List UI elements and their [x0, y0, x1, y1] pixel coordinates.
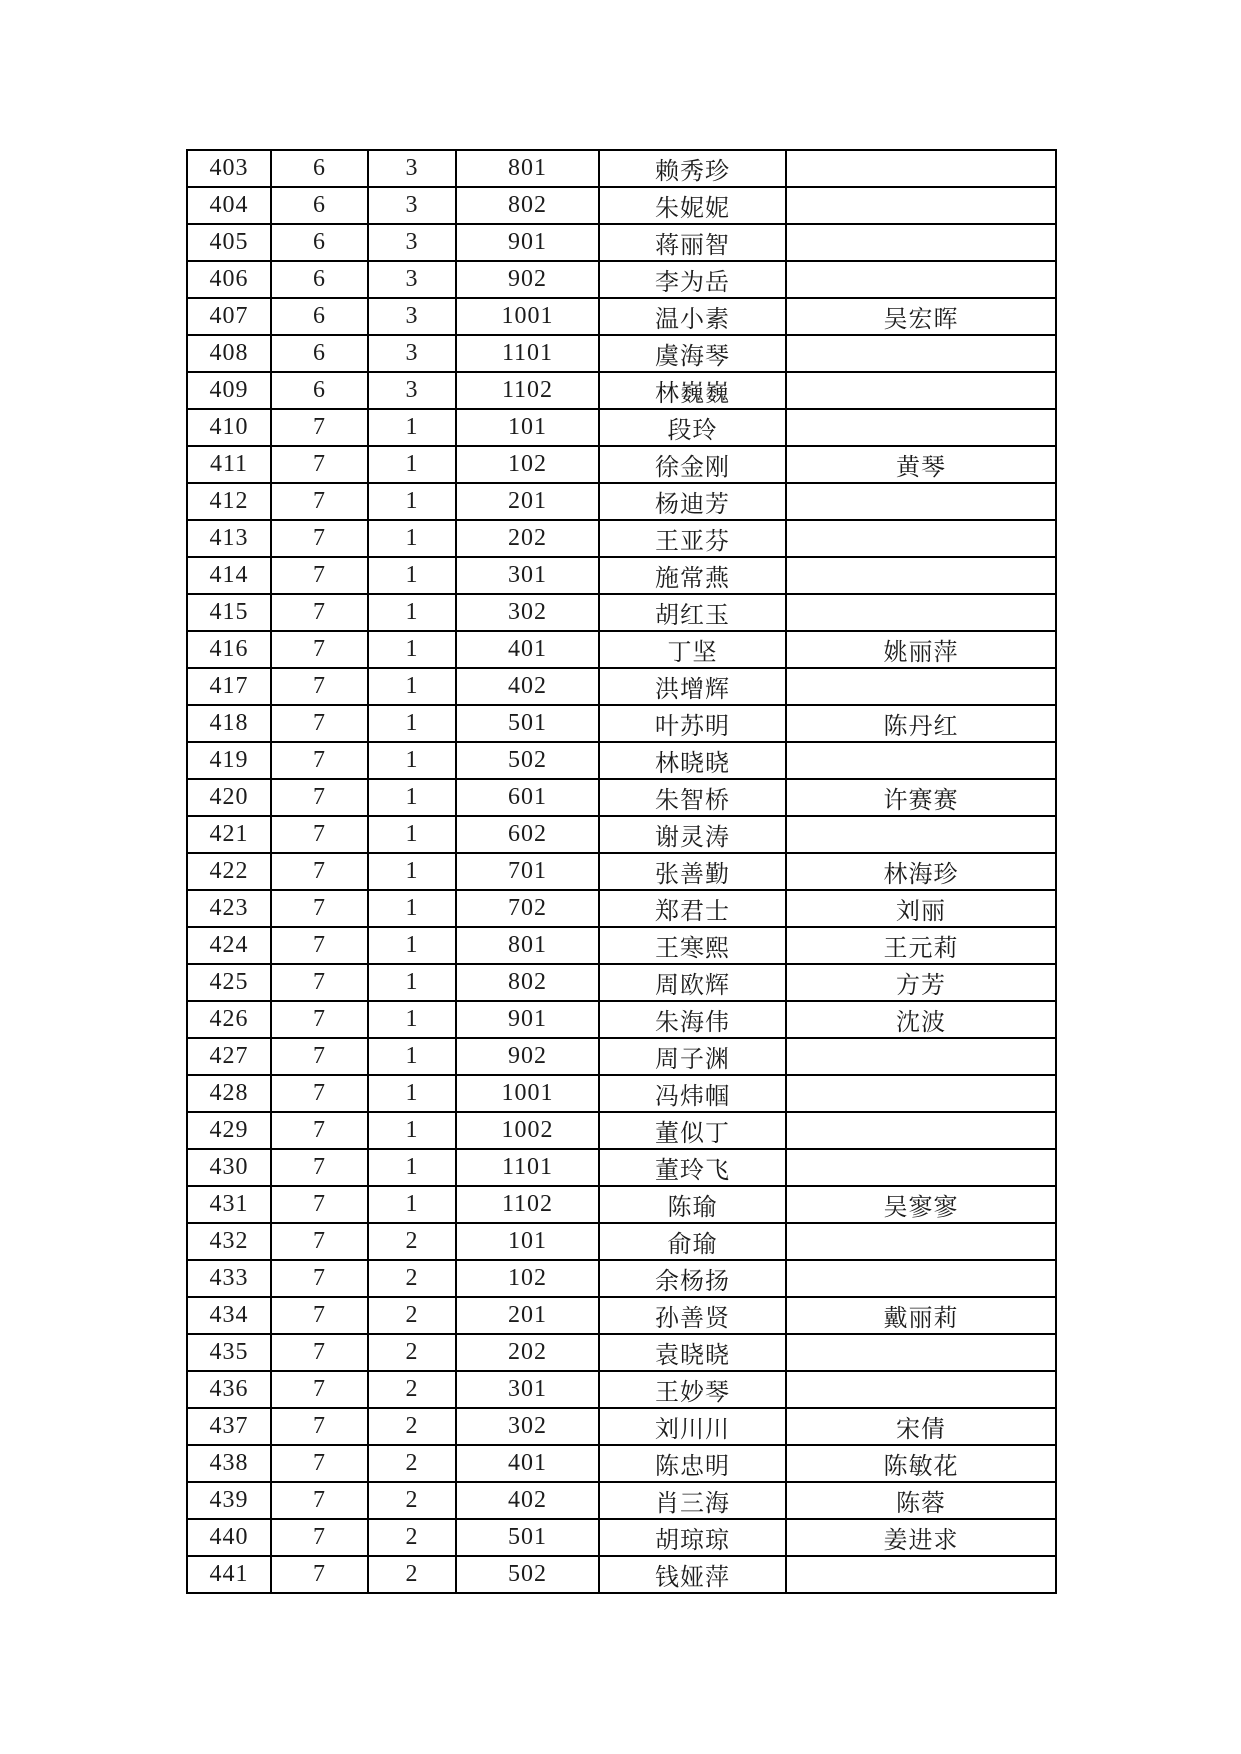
table-row [187, 483, 1056, 520]
cell-name-2 [786, 1223, 1056, 1260]
cell-unit: 2 [368, 1556, 456, 1593]
cell-name-2 [786, 816, 1056, 853]
table-row [187, 1445, 1056, 1482]
cell-name-1: 徐金刚 [599, 446, 786, 483]
cell-room: 301 [456, 1371, 599, 1408]
cell-unit: 2 [368, 1445, 456, 1482]
cell-unit: 3 [368, 187, 456, 224]
cell-room: 401 [456, 1445, 599, 1482]
cell-room: 902 [456, 1038, 599, 1075]
cell-unit: 1 [368, 520, 456, 557]
cell-building: 6 [271, 224, 368, 261]
cell-unit: 2 [368, 1519, 456, 1556]
cell-room: 502 [456, 1556, 599, 1593]
cell-room: 802 [456, 964, 599, 1001]
table-row [187, 1519, 1056, 1556]
cell-building: 7 [271, 853, 368, 890]
cell-name-2 [786, 668, 1056, 705]
cell-unit: 1 [368, 705, 456, 742]
cell-name-1: 丁坚 [599, 631, 786, 668]
table-row [187, 520, 1056, 557]
cell-name-2: 陈蓉 [786, 1482, 1056, 1519]
cell-seq: 416 [187, 631, 271, 668]
cell-name-2 [786, 335, 1056, 372]
cell-unit: 1 [368, 668, 456, 705]
table-row [187, 1297, 1056, 1334]
cell-name-2: 许赛赛 [786, 779, 1056, 816]
cell-name-2 [786, 1149, 1056, 1186]
cell-building: 7 [271, 742, 368, 779]
cell-room: 602 [456, 816, 599, 853]
cell-name-2 [786, 150, 1056, 187]
table-row [187, 1556, 1056, 1593]
cell-name-1: 叶苏明 [599, 705, 786, 742]
cell-building: 7 [271, 1223, 368, 1260]
table-row [187, 557, 1056, 594]
cell-unit: 1 [368, 594, 456, 631]
cell-name-1: 郑君士 [599, 890, 786, 927]
table-row [187, 779, 1056, 816]
cell-seq: 419 [187, 742, 271, 779]
table-row [187, 668, 1056, 705]
cell-room: 1001 [456, 1075, 599, 1112]
cell-building: 7 [271, 1334, 368, 1371]
cell-building: 7 [271, 1038, 368, 1075]
cell-unit: 1 [368, 890, 456, 927]
cell-building: 6 [271, 150, 368, 187]
cell-building: 7 [271, 409, 368, 446]
cell-name-2: 吴寥寥 [786, 1186, 1056, 1223]
cell-building: 7 [271, 779, 368, 816]
cell-unit: 1 [368, 446, 456, 483]
cell-seq: 440 [187, 1519, 271, 1556]
cell-unit: 1 [368, 1038, 456, 1075]
cell-name-2 [786, 1556, 1056, 1593]
cell-room: 702 [456, 890, 599, 927]
cell-room: 1101 [456, 335, 599, 372]
cell-unit: 2 [368, 1223, 456, 1260]
cell-name-2 [786, 1112, 1056, 1149]
cell-unit: 1 [368, 1112, 456, 1149]
cell-name-2 [786, 409, 1056, 446]
cell-name-1: 王妙琴 [599, 1371, 786, 1408]
cell-building: 7 [271, 1149, 368, 1186]
cell-seq: 428 [187, 1075, 271, 1112]
cell-room: 802 [456, 187, 599, 224]
cell-name-2 [786, 594, 1056, 631]
cell-unit: 2 [368, 1260, 456, 1297]
cell-unit: 2 [368, 1371, 456, 1408]
table-row [187, 1186, 1056, 1223]
cell-seq: 436 [187, 1371, 271, 1408]
cell-name-2: 戴丽莉 [786, 1297, 1056, 1334]
cell-unit: 1 [368, 853, 456, 890]
cell-name-2: 吴宏晖 [786, 298, 1056, 335]
cell-unit: 1 [368, 557, 456, 594]
cell-building: 6 [271, 261, 368, 298]
cell-room: 1001 [456, 298, 599, 335]
cell-seq: 424 [187, 927, 271, 964]
cell-room: 501 [456, 1519, 599, 1556]
cell-name-2 [786, 483, 1056, 520]
cell-building: 7 [271, 520, 368, 557]
cell-name-2: 沈波 [786, 1001, 1056, 1038]
cell-name-1: 赖秀珍 [599, 150, 786, 187]
cell-room: 402 [456, 668, 599, 705]
cell-room: 501 [456, 705, 599, 742]
cell-seq: 415 [187, 594, 271, 631]
cell-room: 201 [456, 1297, 599, 1334]
cell-building: 7 [271, 890, 368, 927]
cell-room: 1102 [456, 372, 599, 409]
cell-seq: 431 [187, 1186, 271, 1223]
table-row [187, 964, 1056, 1001]
cell-name-2: 黄琴 [786, 446, 1056, 483]
cell-room: 301 [456, 557, 599, 594]
cell-building: 6 [271, 372, 368, 409]
cell-seq: 430 [187, 1149, 271, 1186]
cell-unit: 1 [368, 927, 456, 964]
cell-name-2: 陈丹红 [786, 705, 1056, 742]
cell-seq: 439 [187, 1482, 271, 1519]
cell-name-1: 董玲飞 [599, 1149, 786, 1186]
cell-seq: 427 [187, 1038, 271, 1075]
cell-seq: 408 [187, 335, 271, 372]
cell-name-1: 朱海伟 [599, 1001, 786, 1038]
cell-building: 7 [271, 1075, 368, 1112]
cell-building: 7 [271, 557, 368, 594]
cell-seq: 404 [187, 187, 271, 224]
cell-name-2: 刘丽 [786, 890, 1056, 927]
cell-room: 401 [456, 631, 599, 668]
cell-seq: 421 [187, 816, 271, 853]
cell-seq: 433 [187, 1260, 271, 1297]
cell-unit: 3 [368, 261, 456, 298]
cell-name-1: 冯炜帼 [599, 1075, 786, 1112]
table-row [187, 594, 1056, 631]
cell-name-1: 杨迪芳 [599, 483, 786, 520]
table-row [187, 446, 1056, 483]
cell-room: 102 [456, 446, 599, 483]
cell-room: 1102 [456, 1186, 599, 1223]
cell-name-1: 段玲 [599, 409, 786, 446]
cell-building: 7 [271, 927, 368, 964]
cell-unit: 2 [368, 1334, 456, 1371]
cell-name-2 [786, 1260, 1056, 1297]
table-row [187, 1223, 1056, 1260]
cell-name-2 [786, 1334, 1056, 1371]
cell-building: 6 [271, 335, 368, 372]
cell-name-1: 虞海琴 [599, 335, 786, 372]
cell-seq: 412 [187, 483, 271, 520]
cell-unit: 3 [368, 372, 456, 409]
cell-name-1: 蒋丽智 [599, 224, 786, 261]
cell-building: 7 [271, 1408, 368, 1445]
cell-name-2 [786, 742, 1056, 779]
table-row [187, 1075, 1056, 1112]
cell-seq: 405 [187, 224, 271, 261]
cell-seq: 432 [187, 1223, 271, 1260]
cell-building: 7 [271, 1186, 368, 1223]
cell-seq: 429 [187, 1112, 271, 1149]
cell-unit: 1 [368, 964, 456, 1001]
cell-unit: 2 [368, 1297, 456, 1334]
table-row [187, 742, 1056, 779]
cell-name-1: 朱智桥 [599, 779, 786, 816]
cell-name-2 [786, 557, 1056, 594]
cell-seq: 437 [187, 1408, 271, 1445]
table-row [187, 1482, 1056, 1519]
cell-name-1: 钱娅萍 [599, 1556, 786, 1593]
cell-name-1: 王亚芬 [599, 520, 786, 557]
cell-seq: 417 [187, 668, 271, 705]
cell-building: 7 [271, 1001, 368, 1038]
cell-name-2: 宋倩 [786, 1408, 1056, 1445]
cell-name-1: 肖三海 [599, 1482, 786, 1519]
cell-seq: 426 [187, 1001, 271, 1038]
table-row [187, 187, 1056, 224]
cell-name-2: 王元莉 [786, 927, 1056, 964]
cell-unit: 1 [368, 1075, 456, 1112]
cell-name-1: 刘川川 [599, 1408, 786, 1445]
cell-name-2: 姚丽萍 [786, 631, 1056, 668]
cell-name-2 [786, 1075, 1056, 1112]
cell-room: 302 [456, 1408, 599, 1445]
cell-unit: 1 [368, 1186, 456, 1223]
cell-name-2: 陈敏花 [786, 1445, 1056, 1482]
cell-room: 901 [456, 224, 599, 261]
cell-room: 101 [456, 409, 599, 446]
cell-room: 101 [456, 1223, 599, 1260]
cell-room: 901 [456, 1001, 599, 1038]
cell-name-2 [786, 520, 1056, 557]
cell-name-1: 周子渊 [599, 1038, 786, 1075]
cell-building: 7 [271, 631, 368, 668]
cell-room: 1002 [456, 1112, 599, 1149]
cell-name-1: 温小素 [599, 298, 786, 335]
cell-seq: 425 [187, 964, 271, 1001]
cell-name-1: 胡琼琼 [599, 1519, 786, 1556]
cell-room: 701 [456, 853, 599, 890]
cell-building: 6 [271, 298, 368, 335]
cell-unit: 1 [368, 409, 456, 446]
cell-building: 7 [271, 1519, 368, 1556]
cell-building: 7 [271, 483, 368, 520]
cell-building: 7 [271, 1556, 368, 1593]
cell-name-2 [786, 261, 1056, 298]
cell-name-1: 洪增辉 [599, 668, 786, 705]
table-row [187, 150, 1056, 187]
cell-building: 7 [271, 1297, 368, 1334]
residents-table [186, 149, 1057, 1594]
cell-name-1: 孙善贤 [599, 1297, 786, 1334]
table-body [187, 150, 1056, 1593]
cell-building: 7 [271, 1482, 368, 1519]
cell-name-1: 余杨扬 [599, 1260, 786, 1297]
cell-building: 6 [271, 187, 368, 224]
cell-room: 201 [456, 483, 599, 520]
table-row [187, 816, 1056, 853]
cell-name-1: 俞瑜 [599, 1223, 786, 1260]
table-row [187, 261, 1056, 298]
cell-name-2 [786, 372, 1056, 409]
cell-name-1: 林巍巍 [599, 372, 786, 409]
table-row [187, 705, 1056, 742]
cell-unit: 2 [368, 1408, 456, 1445]
cell-building: 7 [271, 446, 368, 483]
cell-building: 7 [271, 1371, 368, 1408]
table-row [187, 1112, 1056, 1149]
cell-name-1: 谢灵涛 [599, 816, 786, 853]
cell-seq: 407 [187, 298, 271, 335]
cell-room: 1101 [456, 1149, 599, 1186]
cell-seq: 414 [187, 557, 271, 594]
cell-unit: 1 [368, 779, 456, 816]
cell-room: 302 [456, 594, 599, 631]
cell-seq: 441 [187, 1556, 271, 1593]
cell-room: 402 [456, 1482, 599, 1519]
table-row [187, 927, 1056, 964]
cell-name-1: 朱妮妮 [599, 187, 786, 224]
cell-room: 202 [456, 520, 599, 557]
cell-name-2: 姜进求 [786, 1519, 1056, 1556]
cell-seq: 409 [187, 372, 271, 409]
table-row [187, 1371, 1056, 1408]
cell-seq: 406 [187, 261, 271, 298]
cell-seq: 434 [187, 1297, 271, 1334]
cell-name-1: 胡红玉 [599, 594, 786, 631]
cell-building: 7 [271, 705, 368, 742]
cell-room: 801 [456, 150, 599, 187]
table-row [187, 1408, 1056, 1445]
table-row [187, 1038, 1056, 1075]
cell-name-2 [786, 187, 1056, 224]
table-row [187, 631, 1056, 668]
table-row [187, 372, 1056, 409]
cell-seq: 422 [187, 853, 271, 890]
cell-name-2: 方芳 [786, 964, 1056, 1001]
cell-building: 7 [271, 1260, 368, 1297]
cell-unit: 1 [368, 631, 456, 668]
cell-name-1: 王寒熙 [599, 927, 786, 964]
cell-seq: 403 [187, 150, 271, 187]
table-row [187, 1260, 1056, 1297]
cell-unit: 1 [368, 1001, 456, 1038]
cell-name-1: 周欧辉 [599, 964, 786, 1001]
table-row [187, 853, 1056, 890]
cell-seq: 438 [187, 1445, 271, 1482]
cell-unit: 1 [368, 742, 456, 779]
cell-name-1: 陈忠明 [599, 1445, 786, 1482]
cell-unit: 3 [368, 298, 456, 335]
cell-building: 7 [271, 1445, 368, 1482]
cell-unit: 3 [368, 335, 456, 372]
cell-name-2 [786, 1371, 1056, 1408]
table-row [187, 1001, 1056, 1038]
cell-seq: 423 [187, 890, 271, 927]
table-row [187, 1334, 1056, 1371]
cell-unit: 2 [368, 1482, 456, 1519]
cell-unit: 1 [368, 1149, 456, 1186]
cell-unit: 3 [368, 224, 456, 261]
table-row [187, 1149, 1056, 1186]
cell-building: 7 [271, 1112, 368, 1149]
table-row [187, 224, 1056, 261]
table-row [187, 335, 1056, 372]
table-row [187, 890, 1056, 927]
cell-room: 102 [456, 1260, 599, 1297]
cell-name-2: 林海珍 [786, 853, 1056, 890]
cell-name-1: 袁晓晓 [599, 1334, 786, 1371]
cell-unit: 1 [368, 816, 456, 853]
cell-name-1: 李为岳 [599, 261, 786, 298]
cell-name-1: 林晓晓 [599, 742, 786, 779]
cell-name-1: 董似丁 [599, 1112, 786, 1149]
cell-room: 601 [456, 779, 599, 816]
cell-building: 7 [271, 816, 368, 853]
cell-name-2 [786, 224, 1056, 261]
cell-room: 202 [456, 1334, 599, 1371]
cell-unit: 3 [368, 150, 456, 187]
cell-building: 7 [271, 594, 368, 631]
cell-seq: 411 [187, 446, 271, 483]
cell-seq: 410 [187, 409, 271, 446]
cell-seq: 413 [187, 520, 271, 557]
cell-seq: 420 [187, 779, 271, 816]
cell-name-1: 陈瑜 [599, 1186, 786, 1223]
cell-seq: 435 [187, 1334, 271, 1371]
cell-room: 902 [456, 261, 599, 298]
cell-name-2 [786, 1038, 1056, 1075]
cell-building: 7 [271, 964, 368, 1001]
cell-name-1: 施常燕 [599, 557, 786, 594]
cell-name-1: 张善勤 [599, 853, 786, 890]
cell-room: 502 [456, 742, 599, 779]
cell-building: 7 [271, 668, 368, 705]
cell-unit: 1 [368, 483, 456, 520]
cell-room: 801 [456, 927, 599, 964]
cell-seq: 418 [187, 705, 271, 742]
table-row [187, 298, 1056, 335]
table-row [187, 409, 1056, 446]
